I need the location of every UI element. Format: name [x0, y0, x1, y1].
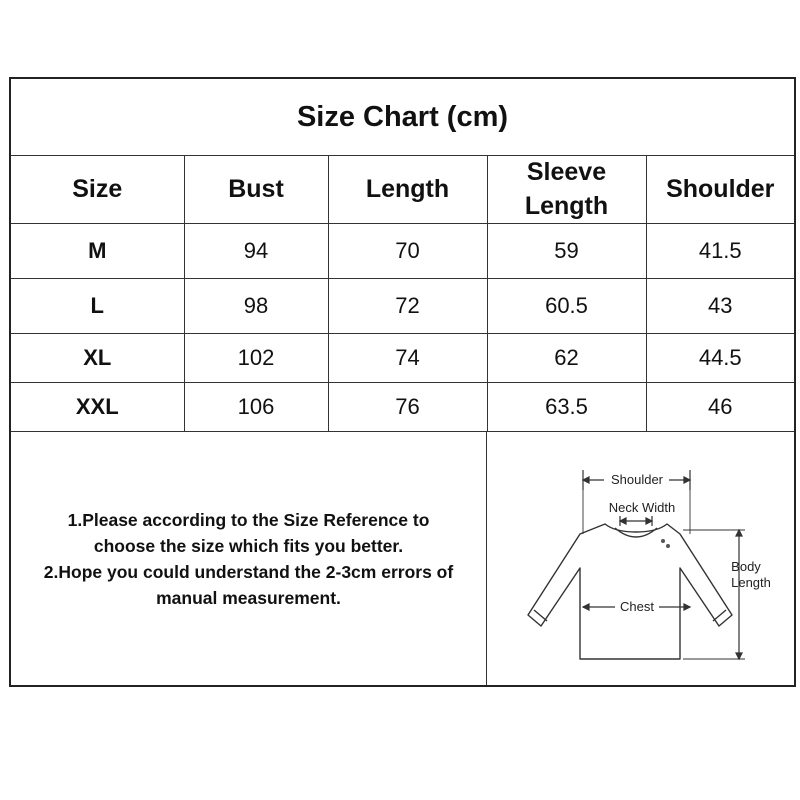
table-row: [11, 224, 794, 279]
size-table: [11, 155, 794, 432]
table-row: [11, 279, 794, 334]
sweater-outline: [528, 524, 732, 659]
sleeve-cell: 59: [487, 224, 646, 279]
size-notes: [11, 432, 487, 685]
bust-cell: 106: [184, 383, 328, 432]
bust-cell: 94: [184, 224, 328, 279]
shoulder-cell: 46: [646, 383, 794, 432]
header-shoulder: Shoulder: [646, 155, 794, 224]
cuff-left: [534, 610, 547, 621]
size-chart: [9, 77, 796, 687]
bust-cell: 98: [184, 279, 328, 334]
length-cell: 76: [328, 383, 487, 432]
neck-width-label: Neck Width: [608, 500, 676, 515]
shoulder-cell: 41.5: [646, 224, 794, 279]
cuff-right: [713, 610, 726, 621]
size-cell: XXL: [11, 383, 184, 432]
note-line: 1.Please according to the Size Reference to: [67, 509, 430, 530]
sweater-diagram: [487, 432, 796, 685]
button-dot: [666, 544, 670, 548]
chest-label: Chest: [620, 599, 654, 614]
header-bust: Bust: [184, 155, 328, 224]
table-row: [11, 383, 794, 432]
header-size: Size: [11, 155, 184, 224]
size-cell: L: [11, 279, 184, 334]
measurement-diagram: [487, 432, 796, 685]
header-sleeve-length: Sleeve Length: [487, 155, 646, 224]
bust-cell: 102: [184, 334, 328, 383]
shoulder-cell: 43: [646, 279, 794, 334]
header-row: [11, 155, 794, 224]
sleeve-cell: 63.5: [487, 383, 646, 432]
header-length: Length: [328, 155, 487, 224]
size-cell: M: [11, 224, 184, 279]
length-cell: 70: [328, 224, 487, 279]
sleeve-cell: 62: [487, 334, 646, 383]
chart-title: Size Chart (cm): [11, 79, 794, 156]
body-length-label-line2: Length: [731, 575, 771, 590]
table-row: [11, 334, 794, 383]
shoulder-label: Shoulder: [610, 472, 664, 487]
note-line: manual measurement.: [156, 587, 341, 608]
shoulder-cell: 44.5: [646, 334, 794, 383]
note-line: choose the size which fits you better.: [93, 535, 404, 556]
button-dot: [661, 539, 665, 543]
note-line: 2.Hope you could understand the 2-3cm errors of: [43, 561, 454, 582]
size-cell: XL: [11, 334, 184, 383]
sleeve-cell: 60.5: [487, 279, 646, 334]
body-length-label-line1: Body: [731, 559, 761, 574]
length-cell: 74: [328, 334, 487, 383]
length-cell: 72: [328, 279, 487, 334]
bottom-section: [11, 432, 794, 685]
